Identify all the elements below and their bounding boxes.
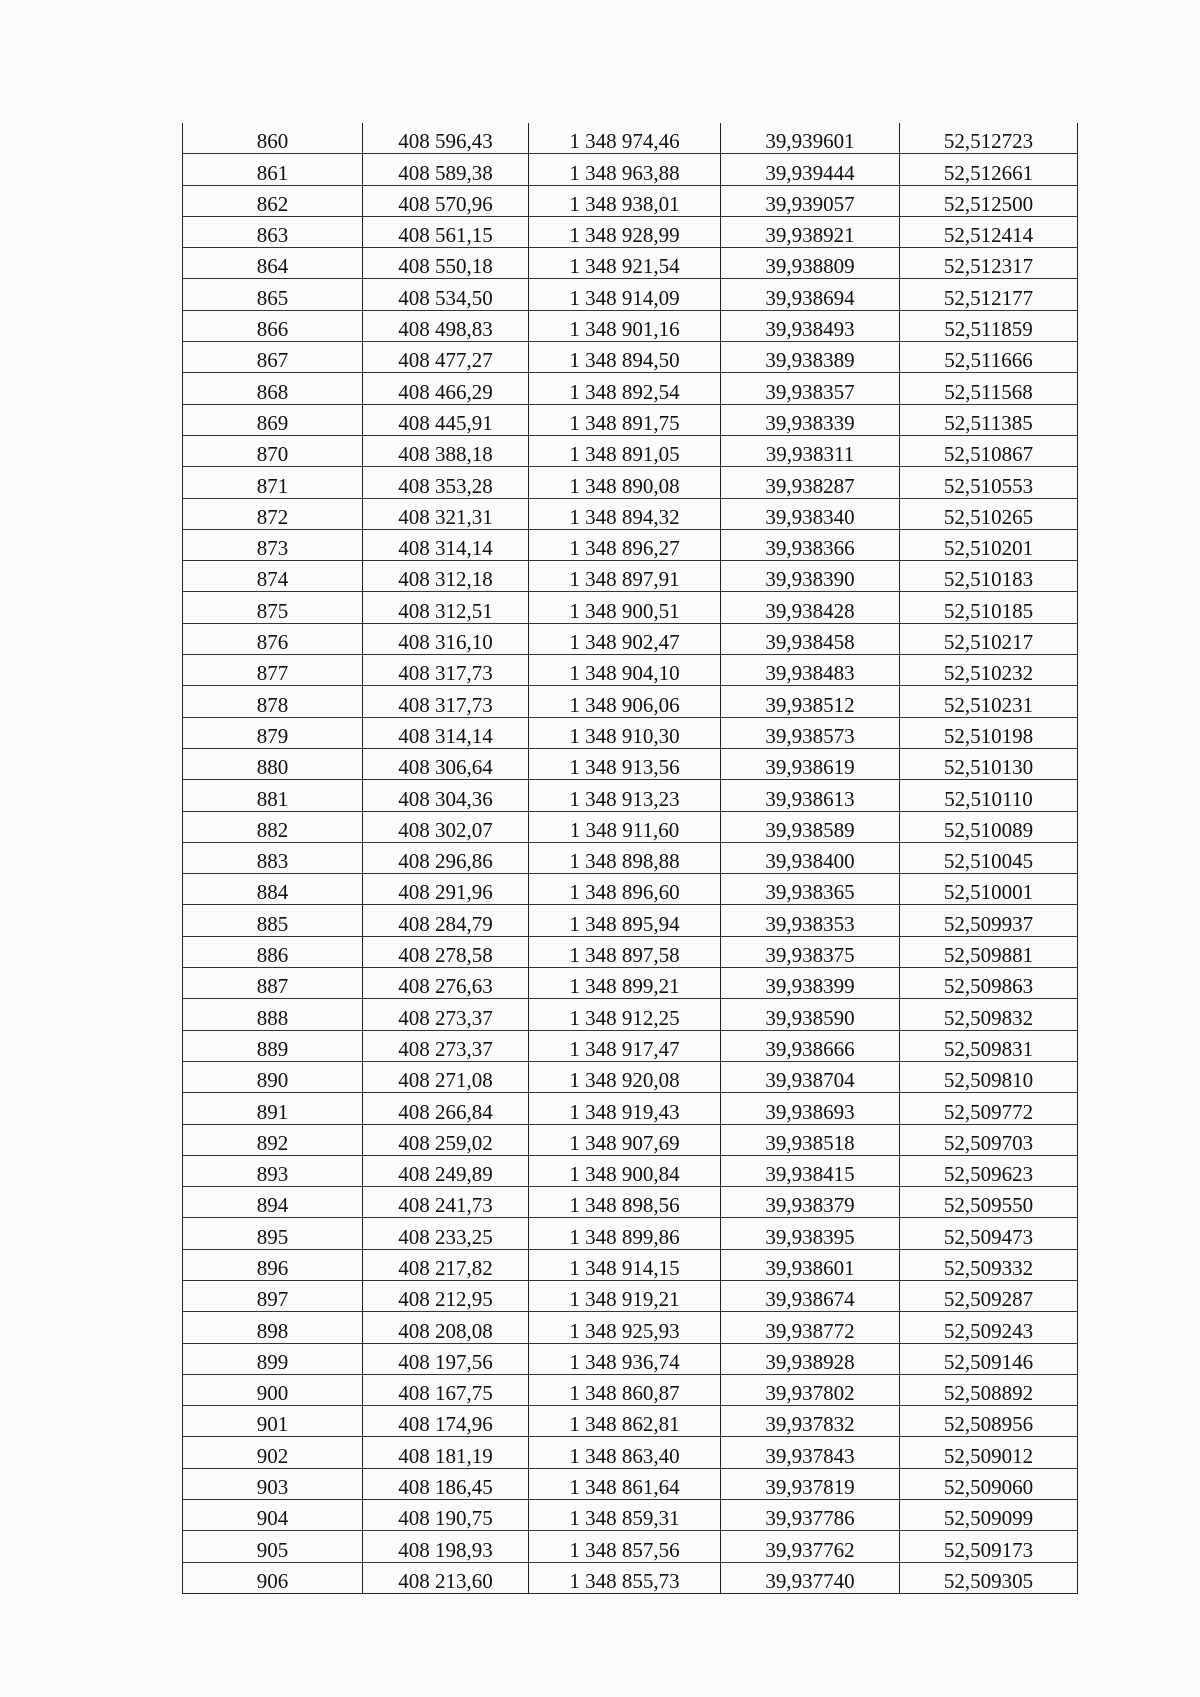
latitude-cell: 52,512317 <box>900 248 1078 279</box>
table-row <box>183 686 1078 717</box>
longitude-cell: 39,938921 <box>721 216 900 247</box>
point-number-cell: 901 <box>183 1406 363 1437</box>
y-coordinate-cell: 1 348 857,56 <box>529 1531 721 1562</box>
point-number-cell: 867 <box>183 342 363 373</box>
latitude-cell: 52,509099 <box>900 1500 1078 1531</box>
point-number-cell: 864 <box>183 248 363 279</box>
latitude-cell: 52,510553 <box>900 467 1078 498</box>
point-number-cell: 879 <box>183 717 363 748</box>
x-coordinate-cell: 408 353,28 <box>363 467 529 498</box>
latitude-cell: 52,510867 <box>900 435 1078 466</box>
latitude-cell: 52,509831 <box>900 1030 1078 1061</box>
table-row <box>183 1312 1078 1343</box>
table-row <box>183 467 1078 498</box>
y-coordinate-cell: 1 348 863,40 <box>529 1437 721 1468</box>
longitude-cell: 39,938928 <box>721 1343 900 1374</box>
latitude-cell: 52,512723 <box>900 123 1078 154</box>
y-coordinate-cell: 1 348 891,05 <box>529 435 721 466</box>
longitude-cell: 39,938428 <box>721 592 900 623</box>
longitude-cell: 39,938589 <box>721 811 900 842</box>
table-row <box>183 1061 1078 1092</box>
table-row <box>183 279 1078 310</box>
point-number-cell: 872 <box>183 498 363 529</box>
latitude-cell: 52,511666 <box>900 342 1078 373</box>
point-number-cell: 884 <box>183 874 363 905</box>
y-coordinate-cell: 1 348 963,88 <box>529 154 721 185</box>
latitude-cell: 52,509305 <box>900 1562 1078 1593</box>
table-row <box>183 1437 1078 1468</box>
y-coordinate-cell: 1 348 898,88 <box>529 842 721 873</box>
latitude-cell: 52,510183 <box>900 561 1078 592</box>
y-coordinate-cell: 1 348 897,91 <box>529 561 721 592</box>
point-number-cell: 890 <box>183 1061 363 1092</box>
table-row <box>183 968 1078 999</box>
point-number-cell: 874 <box>183 561 363 592</box>
point-number-cell: 887 <box>183 968 363 999</box>
table-row <box>183 655 1078 686</box>
longitude-cell: 39,938353 <box>721 905 900 936</box>
longitude-cell: 39,937832 <box>721 1406 900 1437</box>
x-coordinate-cell: 408 534,50 <box>363 279 529 310</box>
y-coordinate-cell: 1 348 894,50 <box>529 342 721 373</box>
point-number-cell: 903 <box>183 1468 363 1499</box>
latitude-cell: 52,512500 <box>900 185 1078 216</box>
latitude-cell: 52,509287 <box>900 1280 1078 1311</box>
latitude-cell: 52,510110 <box>900 780 1078 811</box>
table-row <box>183 623 1078 654</box>
latitude-cell: 52,510265 <box>900 498 1078 529</box>
table-row <box>183 1406 1078 1437</box>
longitude-cell: 39,938399 <box>721 968 900 999</box>
x-coordinate-cell: 408 273,37 <box>363 999 529 1030</box>
longitude-cell: 39,938389 <box>721 342 900 373</box>
table-row <box>183 811 1078 842</box>
x-coordinate-cell: 408 296,86 <box>363 842 529 873</box>
longitude-cell: 39,938512 <box>721 686 900 717</box>
point-number-cell: 883 <box>183 842 363 873</box>
table-row <box>183 1155 1078 1186</box>
table-row <box>183 1562 1078 1593</box>
y-coordinate-cell: 1 348 902,47 <box>529 623 721 654</box>
y-coordinate-cell: 1 348 892,54 <box>529 373 721 404</box>
longitude-cell: 39,938395 <box>721 1218 900 1249</box>
point-number-cell: 873 <box>183 529 363 560</box>
x-coordinate-cell: 408 317,73 <box>363 655 529 686</box>
x-coordinate-cell: 408 477,27 <box>363 342 529 373</box>
x-coordinate-cell: 408 278,58 <box>363 936 529 967</box>
latitude-cell: 52,510201 <box>900 529 1078 560</box>
x-coordinate-cell: 408 314,14 <box>363 717 529 748</box>
point-number-cell: 899 <box>183 1343 363 1374</box>
y-coordinate-cell: 1 348 920,08 <box>529 1061 721 1092</box>
y-coordinate-cell: 1 348 919,21 <box>529 1280 721 1311</box>
latitude-cell: 52,509012 <box>900 1437 1078 1468</box>
x-coordinate-cell: 408 561,15 <box>363 216 529 247</box>
point-number-cell: 900 <box>183 1374 363 1405</box>
point-number-cell: 878 <box>183 686 363 717</box>
latitude-cell: 52,509146 <box>900 1343 1078 1374</box>
x-coordinate-cell: 408 181,19 <box>363 1437 529 1468</box>
x-coordinate-cell: 408 304,36 <box>363 780 529 811</box>
latitude-cell: 52,510089 <box>900 811 1078 842</box>
table-row <box>183 1500 1078 1531</box>
x-coordinate-cell: 408 273,37 <box>363 1030 529 1061</box>
table-row <box>183 1249 1078 1280</box>
longitude-cell: 39,938518 <box>721 1124 900 1155</box>
latitude-cell: 52,509332 <box>900 1249 1078 1280</box>
point-number-cell: 895 <box>183 1218 363 1249</box>
point-number-cell: 862 <box>183 185 363 216</box>
table-row <box>183 154 1078 185</box>
table-row <box>183 1468 1078 1499</box>
x-coordinate-cell: 408 316,10 <box>363 623 529 654</box>
latitude-cell: 52,509060 <box>900 1468 1078 1499</box>
point-number-cell: 875 <box>183 592 363 623</box>
point-number-cell: 897 <box>183 1280 363 1311</box>
table-row <box>183 1218 1078 1249</box>
x-coordinate-cell: 408 198,93 <box>363 1531 529 1562</box>
y-coordinate-cell: 1 348 891,75 <box>529 404 721 435</box>
longitude-cell: 39,938339 <box>721 404 900 435</box>
y-coordinate-cell: 1 348 890,08 <box>529 467 721 498</box>
point-number-cell: 876 <box>183 623 363 654</box>
x-coordinate-cell: 408 321,31 <box>363 498 529 529</box>
y-coordinate-cell: 1 348 900,84 <box>529 1155 721 1186</box>
x-coordinate-cell: 408 388,18 <box>363 435 529 466</box>
latitude-cell: 52,510231 <box>900 686 1078 717</box>
x-coordinate-cell: 408 291,96 <box>363 874 529 905</box>
x-coordinate-cell: 408 498,83 <box>363 310 529 341</box>
latitude-cell: 52,509623 <box>900 1155 1078 1186</box>
longitude-cell: 39,937802 <box>721 1374 900 1405</box>
latitude-cell: 52,511859 <box>900 310 1078 341</box>
y-coordinate-cell: 1 348 904,10 <box>529 655 721 686</box>
table-row <box>183 404 1078 435</box>
longitude-cell: 39,938772 <box>721 1312 900 1343</box>
longitude-cell: 39,938809 <box>721 248 900 279</box>
table-row <box>183 999 1078 1030</box>
longitude-cell: 39,937740 <box>721 1562 900 1593</box>
latitude-cell: 52,509937 <box>900 905 1078 936</box>
table-row <box>183 592 1078 623</box>
longitude-cell: 39,938357 <box>721 373 900 404</box>
table-row <box>183 123 1078 154</box>
latitude-cell: 52,508956 <box>900 1406 1078 1437</box>
point-number-cell: 863 <box>183 216 363 247</box>
point-number-cell: 894 <box>183 1187 363 1218</box>
point-number-cell: 861 <box>183 154 363 185</box>
latitude-cell: 52,510198 <box>900 717 1078 748</box>
table-row <box>183 248 1078 279</box>
point-number-cell: 868 <box>183 373 363 404</box>
x-coordinate-cell: 408 276,63 <box>363 968 529 999</box>
longitude-cell: 39,939444 <box>721 154 900 185</box>
longitude-cell: 39,938415 <box>721 1155 900 1186</box>
x-coordinate-cell: 408 312,18 <box>363 561 529 592</box>
table-row <box>183 717 1078 748</box>
x-coordinate-cell: 408 259,02 <box>363 1124 529 1155</box>
table-row <box>183 1187 1078 1218</box>
longitude-cell: 39,937786 <box>721 1500 900 1531</box>
y-coordinate-cell: 1 348 860,87 <box>529 1374 721 1405</box>
point-number-cell: 906 <box>183 1562 363 1593</box>
longitude-cell: 39,938590 <box>721 999 900 1030</box>
point-number-cell: 888 <box>183 999 363 1030</box>
point-number-cell: 871 <box>183 467 363 498</box>
x-coordinate-cell: 408 249,89 <box>363 1155 529 1186</box>
x-coordinate-cell: 408 596,43 <box>363 123 529 154</box>
x-coordinate-cell: 408 212,95 <box>363 1280 529 1311</box>
x-coordinate-cell: 408 167,75 <box>363 1374 529 1405</box>
table-row <box>183 1093 1078 1124</box>
point-number-cell: 880 <box>183 748 363 779</box>
x-coordinate-cell: 408 190,75 <box>363 1500 529 1531</box>
x-coordinate-cell: 408 550,18 <box>363 248 529 279</box>
latitude-cell: 52,509772 <box>900 1093 1078 1124</box>
latitude-cell: 52,509243 <box>900 1312 1078 1343</box>
longitude-cell: 39,938693 <box>721 1093 900 1124</box>
point-number-cell: 885 <box>183 905 363 936</box>
y-coordinate-cell: 1 348 910,30 <box>529 717 721 748</box>
latitude-cell: 52,511385 <box>900 404 1078 435</box>
y-coordinate-cell: 1 348 907,69 <box>529 1124 721 1155</box>
y-coordinate-cell: 1 348 913,23 <box>529 780 721 811</box>
longitude-cell: 39,938287 <box>721 467 900 498</box>
x-coordinate-cell: 408 284,79 <box>363 905 529 936</box>
y-coordinate-cell: 1 348 862,81 <box>529 1406 721 1437</box>
table-row <box>183 1343 1078 1374</box>
x-coordinate-cell: 408 233,25 <box>363 1218 529 1249</box>
longitude-cell: 39,938366 <box>721 529 900 560</box>
table-row <box>183 874 1078 905</box>
latitude-cell: 52,509810 <box>900 1061 1078 1092</box>
latitude-cell: 52,509832 <box>900 999 1078 1030</box>
longitude-cell: 39,938674 <box>721 1280 900 1311</box>
point-number-cell: 881 <box>183 780 363 811</box>
y-coordinate-cell: 1 348 898,56 <box>529 1187 721 1218</box>
x-coordinate-cell: 408 186,45 <box>363 1468 529 1499</box>
point-number-cell: 896 <box>183 1249 363 1280</box>
latitude-cell: 52,509173 <box>900 1531 1078 1562</box>
coordinate-table <box>182 123 1078 1594</box>
table-row <box>183 748 1078 779</box>
table-row <box>183 1030 1078 1061</box>
longitude-cell: 39,939601 <box>721 123 900 154</box>
table-row <box>183 1531 1078 1562</box>
y-coordinate-cell: 1 348 921,54 <box>529 248 721 279</box>
y-coordinate-cell: 1 348 914,15 <box>529 1249 721 1280</box>
point-number-cell: 870 <box>183 435 363 466</box>
longitude-cell: 39,938311 <box>721 435 900 466</box>
x-coordinate-cell: 408 312,51 <box>363 592 529 623</box>
latitude-cell: 52,509703 <box>900 1124 1078 1155</box>
longitude-cell: 39,938619 <box>721 748 900 779</box>
latitude-cell: 52,509881 <box>900 936 1078 967</box>
longitude-cell: 39,938458 <box>721 623 900 654</box>
point-number-cell: 882 <box>183 811 363 842</box>
y-coordinate-cell: 1 348 925,93 <box>529 1312 721 1343</box>
x-coordinate-cell: 408 197,56 <box>363 1343 529 1374</box>
longitude-cell: 39,938613 <box>721 780 900 811</box>
y-coordinate-cell: 1 348 901,16 <box>529 310 721 341</box>
latitude-cell: 52,509863 <box>900 968 1078 999</box>
longitude-cell: 39,938666 <box>721 1030 900 1061</box>
latitude-cell: 52,511568 <box>900 373 1078 404</box>
x-coordinate-cell: 408 241,73 <box>363 1187 529 1218</box>
longitude-cell: 39,938704 <box>721 1061 900 1092</box>
y-coordinate-cell: 1 348 900,51 <box>529 592 721 623</box>
longitude-cell: 39,937819 <box>721 1468 900 1499</box>
x-coordinate-cell: 408 208,08 <box>363 1312 529 1343</box>
longitude-cell: 39,938573 <box>721 717 900 748</box>
x-coordinate-cell: 408 302,07 <box>363 811 529 842</box>
longitude-cell: 39,938694 <box>721 279 900 310</box>
x-coordinate-cell: 408 317,73 <box>363 686 529 717</box>
latitude-cell: 52,509550 <box>900 1187 1078 1218</box>
point-number-cell: 860 <box>183 123 363 154</box>
longitude-cell: 39,939057 <box>721 185 900 216</box>
table-row <box>183 529 1078 560</box>
point-number-cell: 892 <box>183 1124 363 1155</box>
x-coordinate-cell: 408 217,82 <box>363 1249 529 1280</box>
point-number-cell: 866 <box>183 310 363 341</box>
y-coordinate-cell: 1 348 894,32 <box>529 498 721 529</box>
table-row <box>183 1374 1078 1405</box>
x-coordinate-cell: 408 314,14 <box>363 529 529 560</box>
point-number-cell: 869 <box>183 404 363 435</box>
x-coordinate-cell: 408 266,84 <box>363 1093 529 1124</box>
y-coordinate-cell: 1 348 912,25 <box>529 999 721 1030</box>
table-row <box>183 435 1078 466</box>
y-coordinate-cell: 1 348 936,74 <box>529 1343 721 1374</box>
table-row <box>183 936 1078 967</box>
latitude-cell: 52,510185 <box>900 592 1078 623</box>
point-number-cell: 898 <box>183 1312 363 1343</box>
table-row <box>183 905 1078 936</box>
coordinate-table-body <box>183 123 1078 1593</box>
table-row <box>183 216 1078 247</box>
table-row <box>183 373 1078 404</box>
table-row <box>183 185 1078 216</box>
y-coordinate-cell: 1 348 913,56 <box>529 748 721 779</box>
table-row <box>183 561 1078 592</box>
x-coordinate-cell: 408 466,29 <box>363 373 529 404</box>
table-row <box>183 780 1078 811</box>
y-coordinate-cell: 1 348 906,06 <box>529 686 721 717</box>
x-coordinate-cell: 408 589,38 <box>363 154 529 185</box>
point-number-cell: 893 <box>183 1155 363 1186</box>
x-coordinate-cell: 408 306,64 <box>363 748 529 779</box>
y-coordinate-cell: 1 348 897,58 <box>529 936 721 967</box>
y-coordinate-cell: 1 348 938,01 <box>529 185 721 216</box>
latitude-cell: 52,509473 <box>900 1218 1078 1249</box>
y-coordinate-cell: 1 348 911,60 <box>529 811 721 842</box>
table-row <box>183 498 1078 529</box>
longitude-cell: 39,938483 <box>721 655 900 686</box>
longitude-cell: 39,938375 <box>721 936 900 967</box>
point-number-cell: 889 <box>183 1030 363 1061</box>
table-row <box>183 1124 1078 1155</box>
longitude-cell: 39,937843 <box>721 1437 900 1468</box>
longitude-cell: 39,938493 <box>721 310 900 341</box>
longitude-cell: 39,938365 <box>721 874 900 905</box>
x-coordinate-cell: 408 570,96 <box>363 185 529 216</box>
y-coordinate-cell: 1 348 896,27 <box>529 529 721 560</box>
y-coordinate-cell: 1 348 899,21 <box>529 968 721 999</box>
longitude-cell: 39,938340 <box>721 498 900 529</box>
point-number-cell: 905 <box>183 1531 363 1562</box>
latitude-cell: 52,512414 <box>900 216 1078 247</box>
y-coordinate-cell: 1 348 896,60 <box>529 874 721 905</box>
y-coordinate-cell: 1 348 974,46 <box>529 123 721 154</box>
longitude-cell: 39,938601 <box>721 1249 900 1280</box>
longitude-cell: 39,938390 <box>721 561 900 592</box>
y-coordinate-cell: 1 348 928,99 <box>529 216 721 247</box>
latitude-cell: 52,510045 <box>900 842 1078 873</box>
y-coordinate-cell: 1 348 855,73 <box>529 1562 721 1593</box>
point-number-cell: 886 <box>183 936 363 967</box>
point-number-cell: 891 <box>183 1093 363 1124</box>
longitude-cell: 39,937762 <box>721 1531 900 1562</box>
y-coordinate-cell: 1 348 914,09 <box>529 279 721 310</box>
x-coordinate-cell: 408 213,60 <box>363 1562 529 1593</box>
y-coordinate-cell: 1 348 859,31 <box>529 1500 721 1531</box>
latitude-cell: 52,512661 <box>900 154 1078 185</box>
table-row <box>183 1280 1078 1311</box>
point-number-cell: 865 <box>183 279 363 310</box>
x-coordinate-cell: 408 271,08 <box>363 1061 529 1092</box>
y-coordinate-cell: 1 348 861,64 <box>529 1468 721 1499</box>
y-coordinate-cell: 1 348 895,94 <box>529 905 721 936</box>
x-coordinate-cell: 408 445,91 <box>363 404 529 435</box>
latitude-cell: 52,508892 <box>900 1374 1078 1405</box>
latitude-cell: 52,510130 <box>900 748 1078 779</box>
x-coordinate-cell: 408 174,96 <box>363 1406 529 1437</box>
longitude-cell: 39,938379 <box>721 1187 900 1218</box>
point-number-cell: 902 <box>183 1437 363 1468</box>
point-number-cell: 904 <box>183 1500 363 1531</box>
y-coordinate-cell: 1 348 917,47 <box>529 1030 721 1061</box>
latitude-cell: 52,512177 <box>900 279 1078 310</box>
table-row <box>183 342 1078 373</box>
latitude-cell: 52,510217 <box>900 623 1078 654</box>
longitude-cell: 39,938400 <box>721 842 900 873</box>
table-row <box>183 310 1078 341</box>
table-row <box>183 842 1078 873</box>
y-coordinate-cell: 1 348 919,43 <box>529 1093 721 1124</box>
latitude-cell: 52,510232 <box>900 655 1078 686</box>
point-number-cell: 877 <box>183 655 363 686</box>
latitude-cell: 52,510001 <box>900 874 1078 905</box>
y-coordinate-cell: 1 348 899,86 <box>529 1218 721 1249</box>
